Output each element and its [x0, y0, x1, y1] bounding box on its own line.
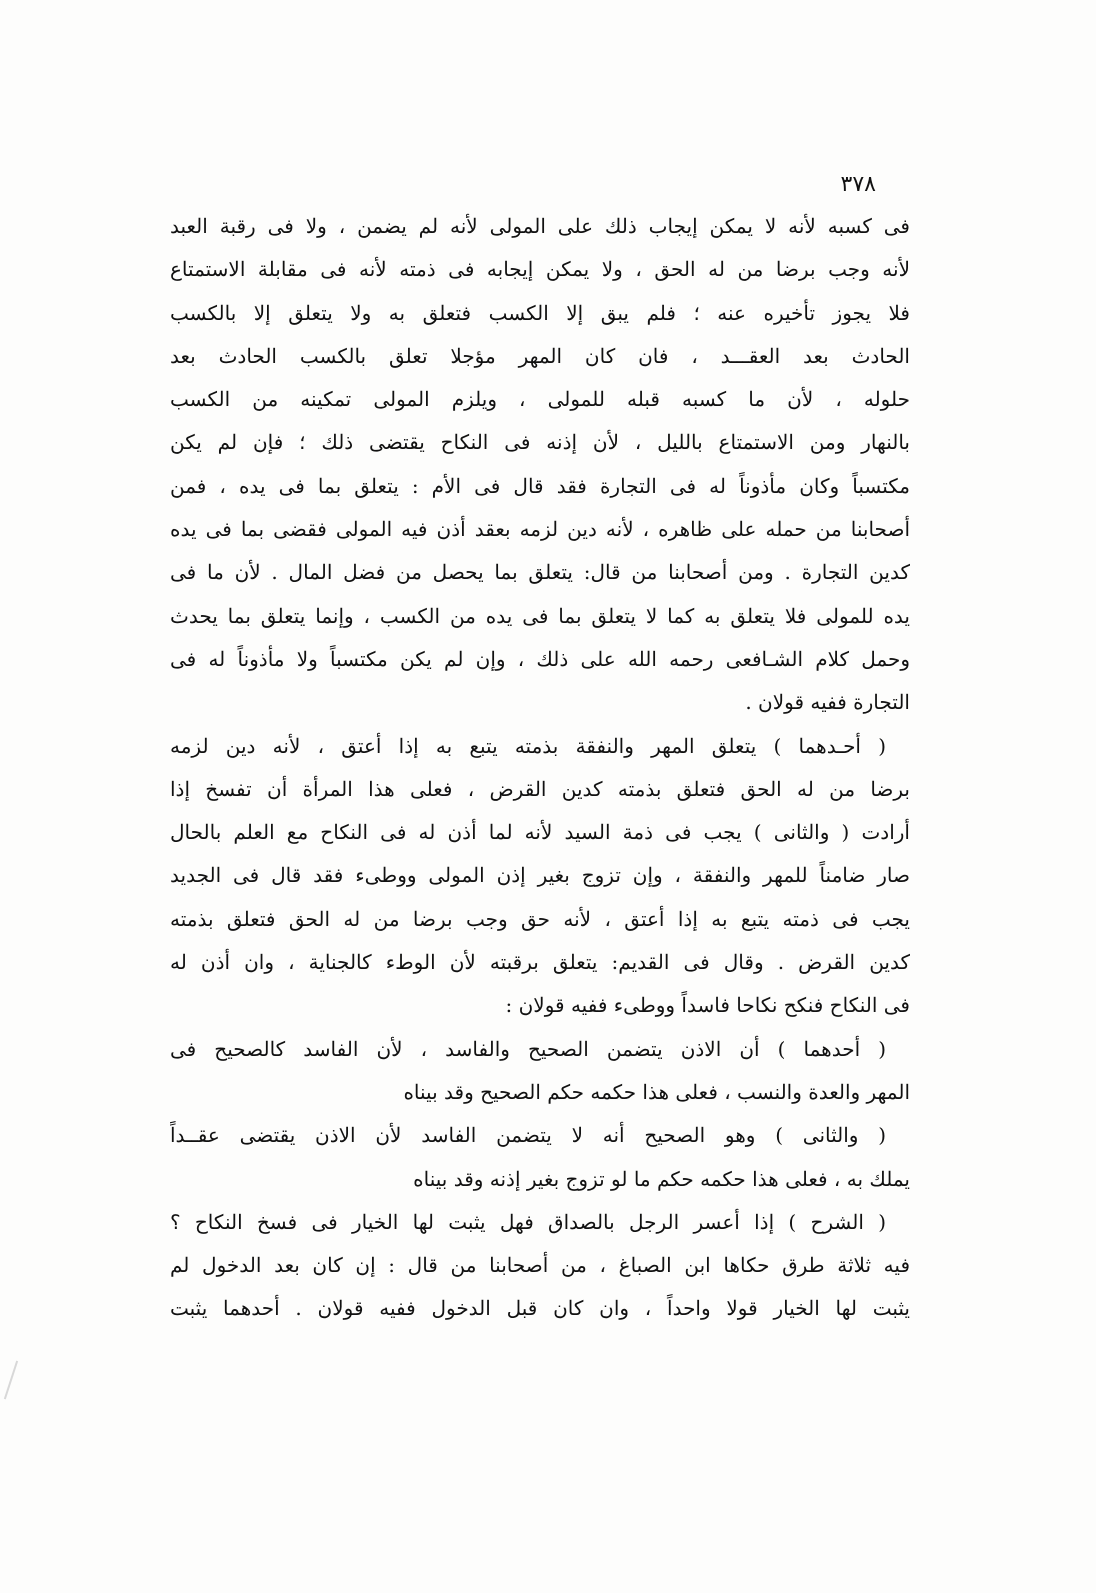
text-line: كدين القرض . وقال فى القديم: يتعلق برقبته لأن الوطء كالجناية ، وان أذن له — [170, 950, 910, 975]
text-line: ( الشرح ) إذا أعسر الرجل بالصداق فهل يثبت لها الخيار فى فسخ النكاح ؟ — [170, 1209, 886, 1234]
text-line: ( أحـدهما ) يتعلق المهر والنفقة بذمته يتبع به إذا أعتق ، لأنه دين لزمه — [170, 733, 886, 758]
text-line: يده للمولى فلا يتعلق به كما لا يتعلق بما فى يده من الكسب ، وإنما يتعلق بما يحدث — [170, 603, 910, 628]
text-line: برضا من له الحق فتعلق بذمته كدين القرض ، فعلى هذا المرأة أن تفسخ إذا — [170, 776, 910, 801]
text-line: فى النكاح فنكح نكاحا فاسداً ووطىء ففيه قولان : — [505, 993, 910, 1018]
text-line: يملك به ، فعلى هذا حكمه حكم ما لو تزوج بغير إذنه وقد بيناه — [413, 1166, 910, 1191]
text-line: يجب فى ذمته يتبع به إذا أعتق ، لأنه حق وجب برضا من له الحق فتعلق بذمته — [170, 906, 910, 931]
text-line: أصحابنا من حمله على ظاهره ، لأنه دين لزمه بعقد أذن فيه المولى فقضى بما فى يده — [170, 517, 910, 542]
page-number: ٣٧٨ — [840, 172, 876, 197]
text-line: كدين التجارة . ومن أصحابنا من قال: يتعلق بما يحصل من فضل المال . لأن ما فى — [170, 560, 910, 585]
text-line: أرادت ( والثانى ) يجب فى ذمة السيد لأنه لما أذن له فى النكاح مع العلم بالحال — [170, 820, 910, 845]
text-line: لأنه وجب برضا من له الحق ، ولا يمكن إيجابه فى ذمته لأنه فى مقابلة الاستمتاع — [170, 257, 910, 282]
text-line: ( والثانى ) وهو الصحيح أنه لا يتضمن الفاسد لأن الاذن يقتضى عقــداً — [170, 1123, 886, 1148]
text-line: المهر والعدة والنسب ، فعلى هذا حكمه حكم الصحيح وقد بيناه — [403, 1079, 910, 1104]
text-line: حلوله ، لأن ما كسبه قبله للمولى ، ويلزم المولى تمكينه من الكسب — [170, 387, 910, 412]
text-line: التجارة ففيه قولان . — [745, 690, 910, 715]
text-line: وحمل كلام الشـافعى رحمه الله على ذلك ، وإن لم يكن مكتسباً ولا مأذوناً له فى — [170, 646, 910, 671]
text-line: فى كسبه لأنه لا يمكن إيجاب ذلك على المولى لأنه لم يضمن ، ولا فى رقبة العبد — [170, 214, 910, 238]
text-line: يثبت لها الخيار قولا واحداً ، وان كان قبل الدخول ففيه قولان . أحدهما يثبت — [170, 1296, 910, 1321]
text-line: بالنهار ومن الاستمتاع بالليل ، لأن إذنه فى النكاح يقتضى ذلك ؛ فإن لم يكن — [170, 430, 910, 455]
body-text — [170, 205, 910, 1331]
scan-margin-mark — [4, 1361, 18, 1400]
text-line: الحادث بعد العقـــد ، فان كان المهر مؤجلا تعلق بالكسب الحادث بعد — [170, 343, 910, 368]
text-line: مكتسباً وكان مأذوناً له فى التجارة فقد قال فى الأم : يتعلق بما فى يده ، فمن — [170, 473, 910, 498]
text-line: فلا يجوز تأخيره عنه ؛ فلم يبق إلا الكسب فتعلق به ولا يتعلق إلا بالكسب — [170, 300, 910, 325]
text-line: ( أحدهما ) أن الاذن يتضمن الصحيح والفاسد ، لأن الفاسد كالصحيح فى — [170, 1036, 886, 1061]
text-line: صار ضامناً للمهر والنفقة ، وإن تزوج بغير إذن المولى ووطىء فقد قال فى الجديد — [170, 863, 910, 888]
text-line: فيه ثلاثة طرق حكاها ابن الصباغ ، من أصحابنا من قال : إن كان بعد الدخول لم — [170, 1253, 910, 1278]
